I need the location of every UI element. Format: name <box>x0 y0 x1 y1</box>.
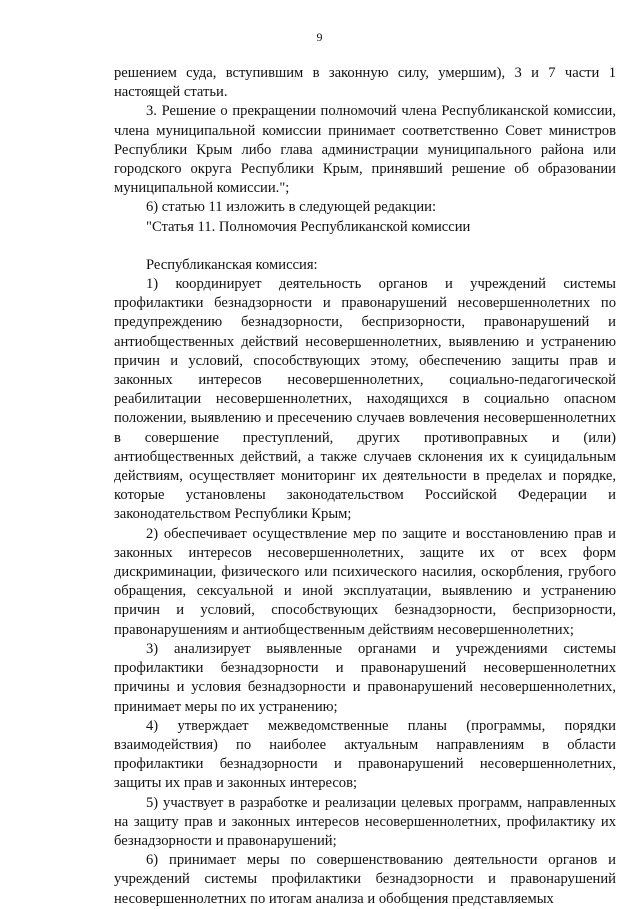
item-1: 1) координирует деятельность органов и учреждений системы профилактики безнадзорности и правонарушений несовершеннолетних по предупреждению безнадзорности, беспризорности, правонарушений и антиобщественных действий несовершеннолетних, выявлению и устранению причин и условий, способствующих этому, обеспечению защиты прав и законных интересов несовершеннолетних, социально-педагогической реабилитации несовершеннолетних, находящихся в социально опасном положении, выявлению и пресечению случаев вовлечения несовершеннолетних в совершение преступлений, других противоправных и (или) антиобщественных действий, а также случаев склонения их к суицидальным действиям, осуществляет мониторинг их деятельности в пределах и порядке, которые установлены законодательством Российской Федерации и законодательством Республики Крым; <box>114 276 616 523</box>
item-6: 6) принимает меры по совершенствованию деятельности органов и учреждений системы профилактики безнадзорности и правонарушений несовершеннолетних по итогам анализа и обобщения представляемых <box>114 852 616 907</box>
blank-line <box>114 237 616 256</box>
item-4: 4) утверждает межведомственные планы (программы, порядки взаимодействия) по наиболее актуальным направлениям в области профилактики безнадзорности и правонарушений несовершеннолетних, защиты их прав и законных интересов; <box>114 717 616 792</box>
commission-intro: Республиканская комиссия: <box>146 256 318 273</box>
paragraph-continuation: решением суда, вступившим в законную силу, умершим), 3 и 7 части 1 настоящей статьи. <box>114 65 616 101</box>
document-body <box>114 64 616 909</box>
item-5: 5) участвует в разработке и реализации целевых программ, направленных на защиту прав и законных интересов несовершеннолетних, профилактику их безнадзорности и правонарушений; <box>114 794 616 849</box>
article-11-heading: "Статья 11. Полномочия Республиканской комиссии <box>146 218 471 235</box>
item-2: 2) обеспечивает осуществление мер по защите и восстановлению прав и законных интересов несовершеннолетних, защите их от всех форм дискриминации, физического или психического насилия, оскорбления, грубого обращения, сексуальной и иной эксплуатации, выявлению и устранению причин и условий, способствующих безнадзорности, беспризорности, правонарушениям и антиобщественным действиям несовершеннолетних; <box>114 525 616 638</box>
item-3: 3) анализирует выявленные органами и учреждениями системы профилактики безнадзорности и правонарушений несовершеннолетних причины и условия безнадзорности и правонарушений несовершеннолетних, принимает меры по их устранению; <box>114 640 616 715</box>
paragraph-part-3: 3. Решение о прекращении полномочий члена Республиканской комиссии, члена муниципальной комиссии принимает соответственно Совет министров Республики Крым либо глава администрации муниципального района или городского округа Республики Крым, принявший решение об образовании муниципальной комиссии."; <box>114 103 616 197</box>
paragraph-amendment-6: 6) статью 11 изложить в следующей редакции: <box>146 199 437 216</box>
page-number: 9 <box>316 30 323 44</box>
